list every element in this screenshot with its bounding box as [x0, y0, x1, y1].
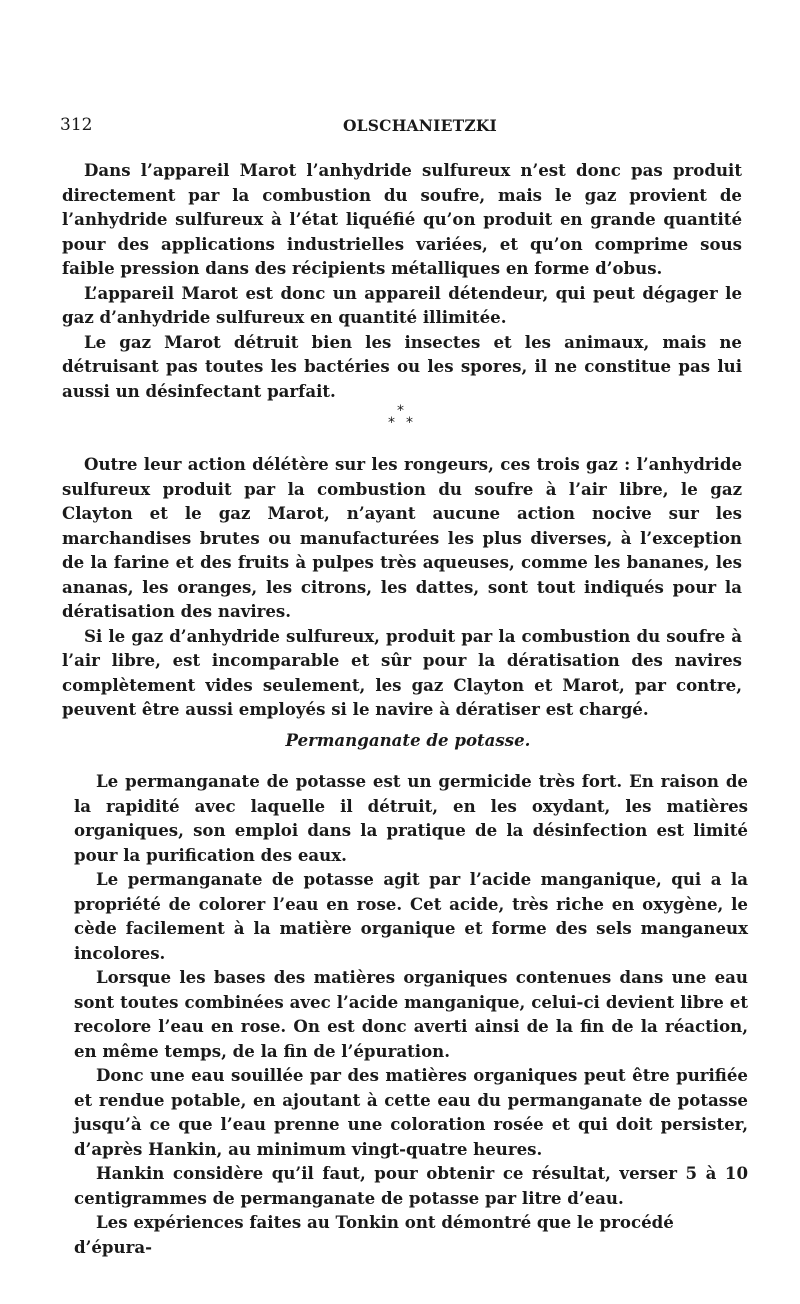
paragraph: Outre leur action délétère sur les rongeurs, ces trois gaz : l’anhydride sulfureux produit par la combustion du soufre à l’air libre, le gaz Clayton et le gaz Marot, n’ayant aucune action nocive sur les marchandises brutes ou manufacturées les plus diverses, à l’exception de la farine et des fruits à pulpes très aqueuses, comme les bananes, les ananas, les oranges, les citrons, les dattes, sont tout indiqués pour la dératisation des navires. [62, 454, 742, 621]
paragraph: Dans l’appareil Marot l’anhydride sulfureux n’est donc pas produit directement par la combustion du soufre, mais le gaz provient de l’anhydride sulfureux à l’état liquéfié qu’on produit en grande quantité pour des applications industrielles variées, et qu’on comprime sous faible pression dans des récipients métalliques en forme d’obus. [62, 160, 742, 278]
paragraph: Si le gaz d’anhydride sulfureux, produit par la combustion du soufre à l’air libre, est incomparable et sûr pour la dératisation des navires complètement vides seulement, les gaz Clayton et Marot, par contre, peuvent être aussi employés si le navire à dératiser est chargé. [62, 625, 742, 719]
page-header [58, 115, 742, 139]
section-marot [62, 158, 742, 403]
paragraph: L’appareil Marot est donc un appareil détendeur, qui peut dégager le gaz d’anhydride sulfureux en quantité illimitée. [62, 282, 742, 327]
running-head: OLSCHANIETZKI [342, 116, 497, 135]
section-title: Permanganate de potasse. [285, 730, 531, 750]
paragraph: Donc une eau souillée par des matières organiques peut être purifiée et rendue potable, en ajoutant à cette eau du permanganate de potasse jusqu’à ce que l’eau prenne une coloration rosée et qui doit persister, d’après Hankin, au minimum vingt-quatre heures. [74, 1065, 748, 1159]
paragraph: Les expériences faites au Tonkin ont démontré que le procédé d’épura- [74, 1212, 674, 1257]
page-number: 312 [60, 115, 93, 135]
paragraph: Le permanganate de potasse agit par l’acide manganique, qui a la propriété de colorer l’eau en rose. Cet acide, très riche en oxygène, le cède facilement à la matière organique et forme des sels manganeux incolores. [74, 869, 748, 963]
paragraph: Lorsque les bases des matières organiques contenues dans une eau sont toutes combinées avec l’acide manganique, celui-ci devient libre et recolore l’eau en rose. On est donc averti ainsi de la fin de la réaction, en même temps, de la fin de l’épuration. [74, 967, 748, 1061]
asterism [383, 404, 423, 434]
section-gases-comparison [62, 452, 742, 722]
asterisk: * [397, 403, 404, 419]
paragraph: Hankin considère qu’il faut, pour obtenir ce résultat, verser 5 à 10 centigrammes de permanganate de potasse par litre d’eau. [74, 1163, 748, 1208]
section-permanganate [74, 769, 748, 1259]
paragraph: Le gaz Marot détruit bien les insectes et les animaux, mais ne détruisant pas toutes les bactéries ou les spores, il ne constitue pas lui aussi un désinfectant parfait. [62, 331, 742, 401]
asterisk: * [406, 415, 413, 431]
paragraph: Le permanganate de potasse est un germicide très fort. En raison de la rapidité avec laquelle il détruit, en les oxydant, les matières organiques, son emploi dans la pratique de la désinfection est limité pour la purification des eaux. [74, 771, 748, 865]
asterisk: * [388, 415, 395, 431]
